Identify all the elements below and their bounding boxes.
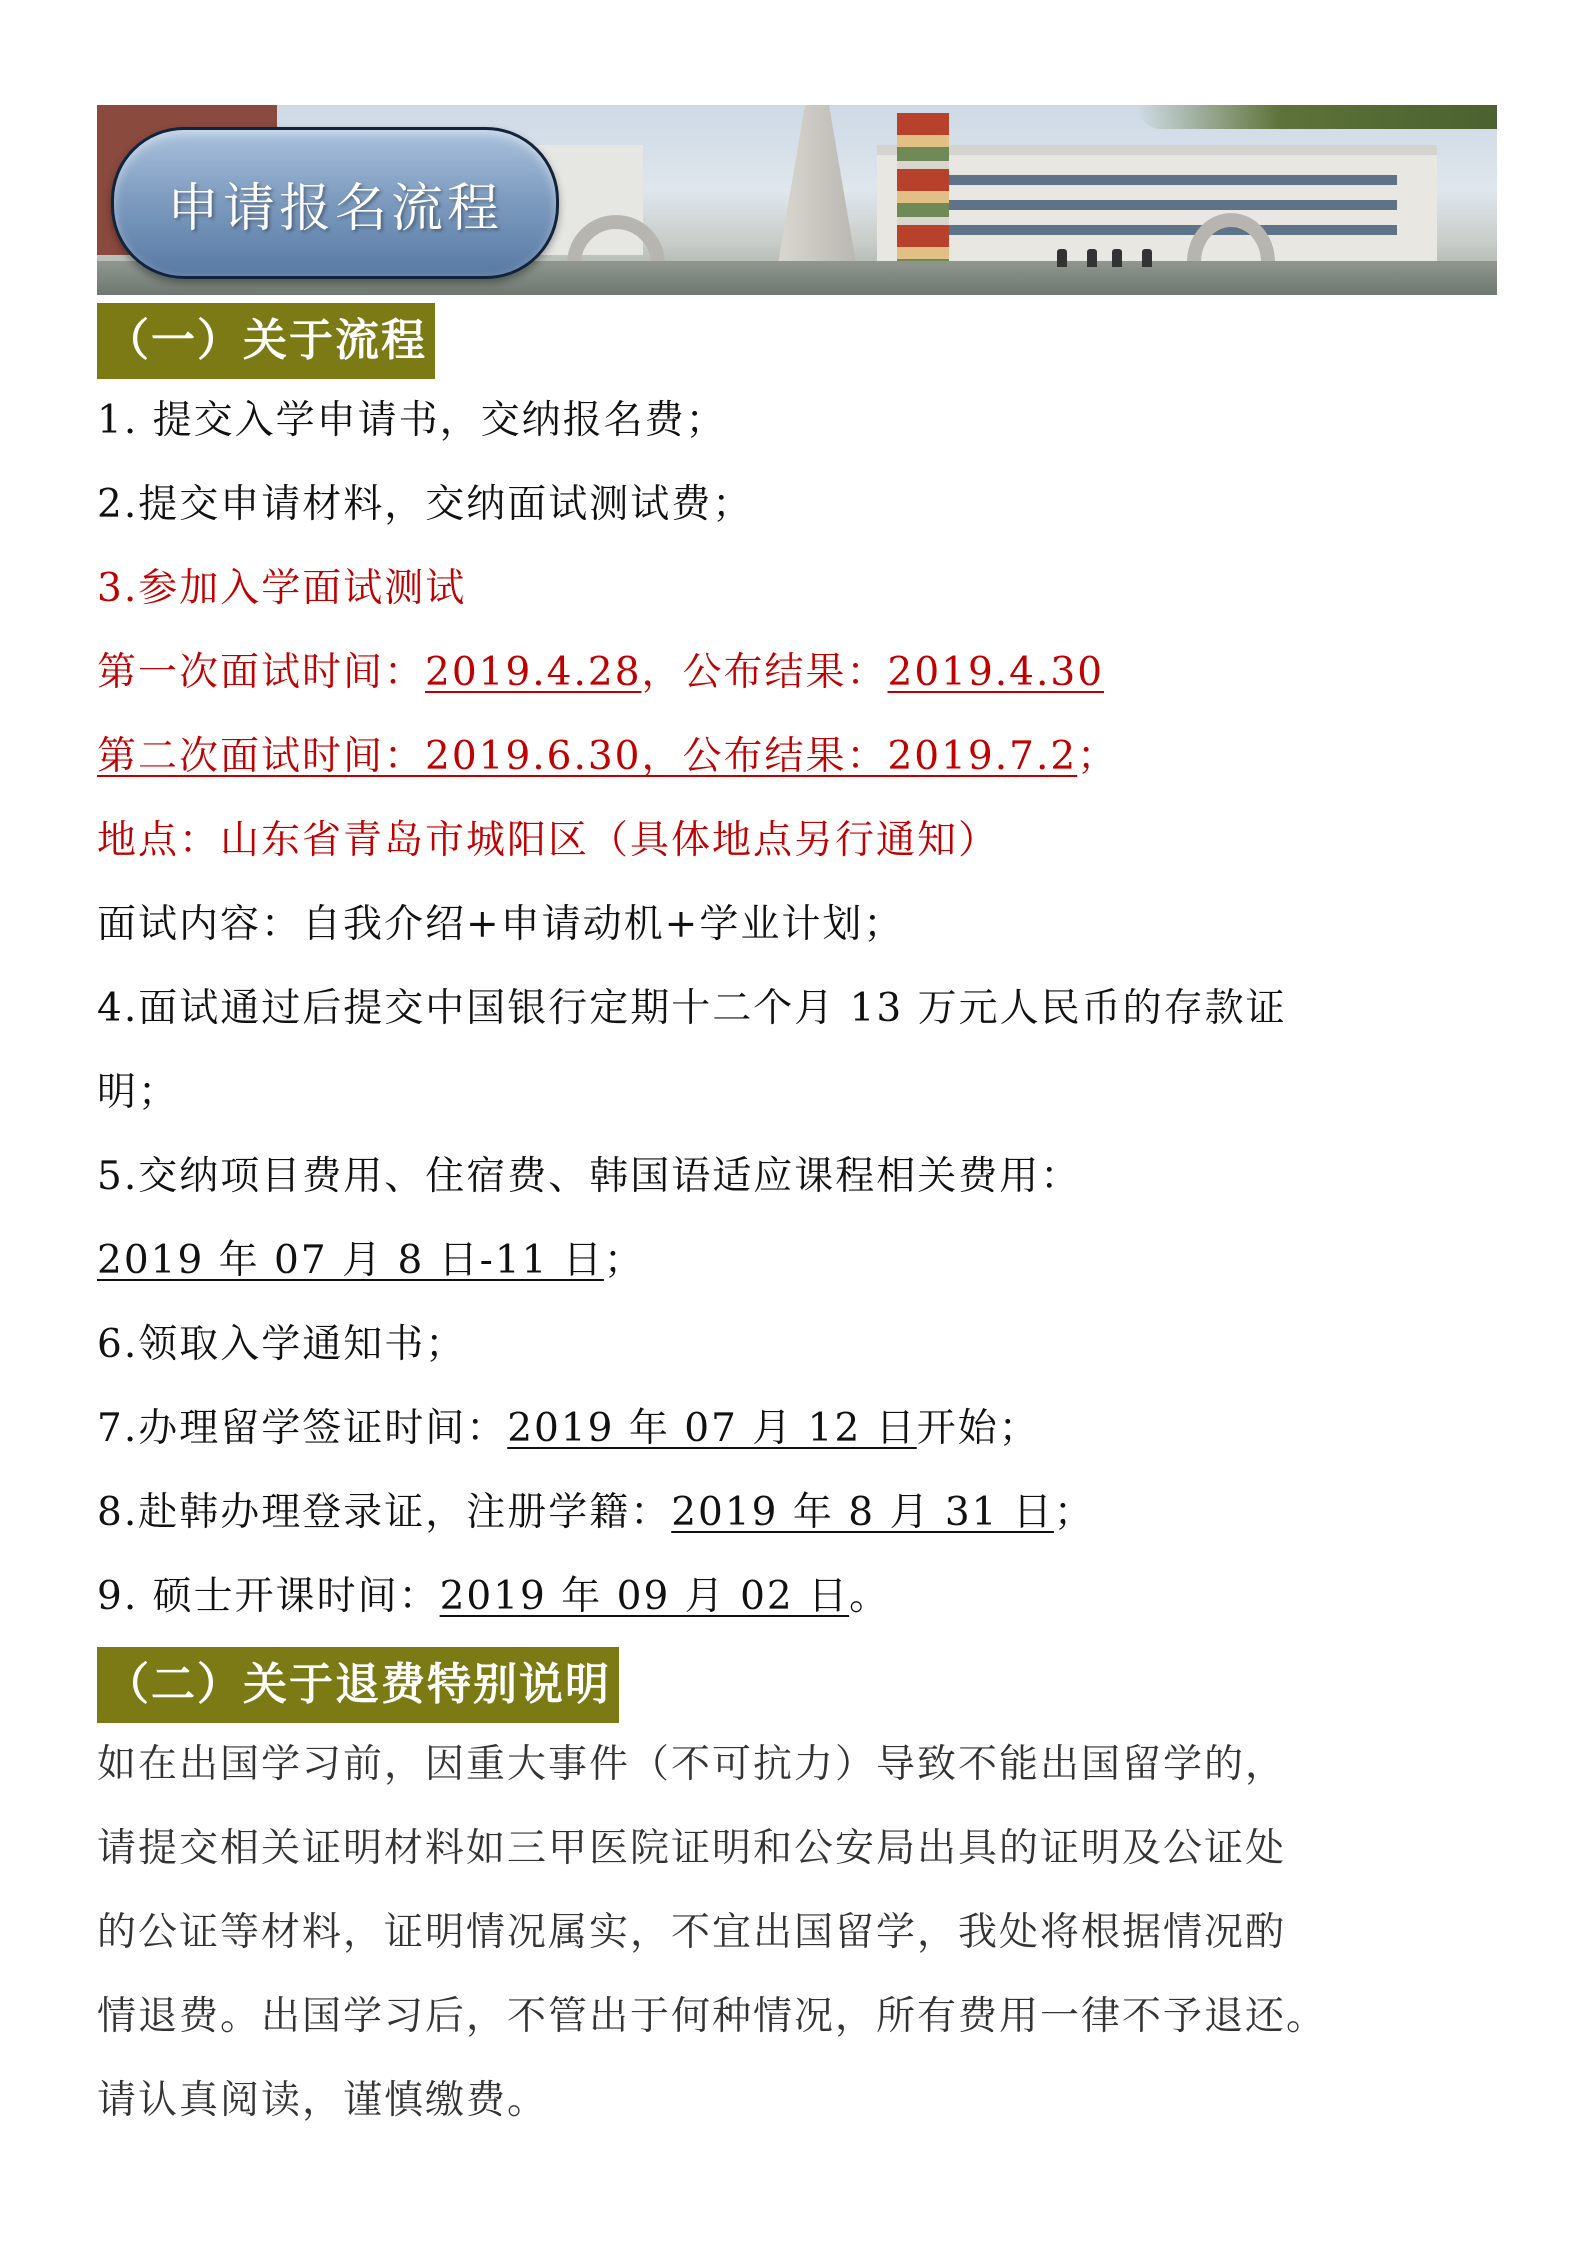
step-9-date: 2019 年 09 月 02 日 xyxy=(439,1574,850,1619)
banner-main-building xyxy=(877,145,1437,275)
step-8: 8.赴韩办理登录证，注册学籍：2019 年 8 月 31 日； xyxy=(97,1490,1095,1535)
step-7-date: 2019 年 07 月 12 日 xyxy=(507,1406,917,1451)
interview-2 xyxy=(97,715,1497,799)
interview-1-result: 2019.4.30 xyxy=(887,650,1105,695)
section-heading-refund: （二）关于退费特别说明 xyxy=(97,1647,619,1723)
banner-tree xyxy=(1137,105,1497,129)
step-5-date: 2019 年 07 月 8 日-11 日 xyxy=(97,1238,604,1283)
refund-line: 请提交相关证明材料如三甲医院证明和公安局出具的证明及公证处 xyxy=(97,1826,1287,1871)
step-8-date: 2019 年 8 月 31 日 xyxy=(671,1490,1054,1535)
step-9: 9. 硕士开课时间：2019 年 09 月 02 日。 xyxy=(97,1574,891,1619)
interview-1-label: 第一次面试时间： xyxy=(97,650,426,695)
interview-1-sep: ，公布结果： xyxy=(641,650,888,695)
step-7: 7.办理留学签证时间：2019 年 07 月 12 日开始； xyxy=(97,1406,1040,1451)
section-heading-process: （一）关于流程 xyxy=(97,303,435,379)
step-5: 5.交纳项目费用、住宿费、韩国语适应课程相关费用： xyxy=(97,1154,1082,1199)
interview-location: 地点：山东省青岛市城阳区（具体地点另行通知） xyxy=(97,818,1000,863)
interview-1 xyxy=(97,631,1497,715)
step-2: 2.提交申请材料，交纳面试测试费； xyxy=(97,482,754,527)
refund-line: 的公证等材料，证明情况属实，不宜出国留学，我处将根据情况酌 xyxy=(97,1910,1287,1955)
campus-banner xyxy=(97,105,1497,295)
refund-line: 情退费。出国学习后，不管出于何种情况，所有费用一律不予退还。 xyxy=(97,1994,1328,2039)
step-4: 4.面试通过后提交中国银行定期十二个月 13 万元人民币的存款证 xyxy=(97,986,1287,1031)
interview-1-date: 2019.4.28 xyxy=(425,650,642,695)
refund-line: 请认真阅读，谨慎缴费。 xyxy=(97,2078,549,2123)
banner-title: 申请报名流程 xyxy=(166,178,503,239)
step-6: 6.领取入学通知书； xyxy=(97,1322,467,1367)
banner-sculpture-tower xyxy=(777,105,857,270)
banner-mosaic-column xyxy=(897,113,949,273)
step-1: 1. 提交入学申请书，交纳报名费； xyxy=(97,398,727,443)
refund-line: 如在出国学习前，因重大事件（不可抗力）导致不能出国留学的， xyxy=(97,1742,1287,1787)
step-5-date-line: 2019 年 07 月 8 日-11 日； xyxy=(97,1238,645,1283)
interview-content: 面试内容：自我介绍+申请动机+学业计划； xyxy=(97,902,905,947)
banner-title-badge xyxy=(111,127,559,279)
interview-2-text: 第二次面试时间：2019.6.30，公布结果：2019.7.2 xyxy=(97,734,1078,779)
step-3: 3.参加入学面试测试 xyxy=(97,566,467,611)
interview-2-end: ； xyxy=(1077,734,1119,779)
step-4-continued: 明； xyxy=(97,1070,180,1115)
document-page xyxy=(97,105,1497,2143)
